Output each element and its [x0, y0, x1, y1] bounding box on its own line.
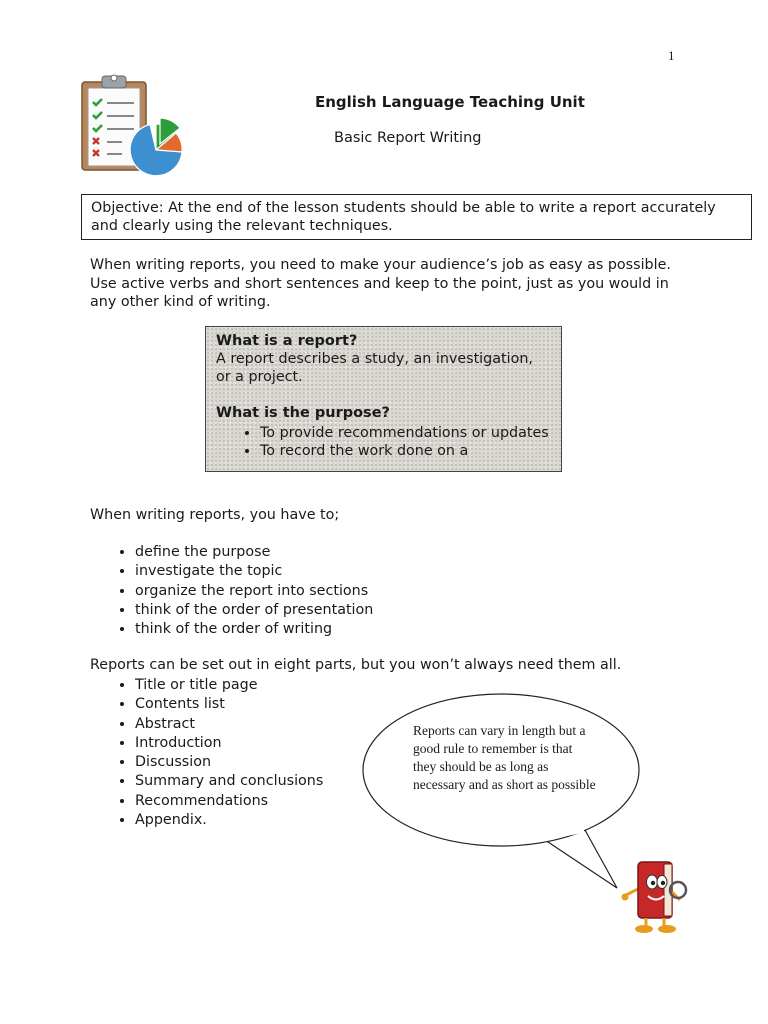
- list-item: • Appendix.: [135, 811, 323, 830]
- document-title: English Language Teaching Unit: [315, 93, 585, 111]
- list-item: • Summary and conclusions: [135, 772, 323, 791]
- list-item: • organize the report into sections: [135, 582, 373, 601]
- list-item: • Title or title page: [135, 676, 323, 695]
- list-item: • think of the order of writing: [135, 620, 373, 639]
- report-info-box: [205, 326, 562, 472]
- list-item: • To provide recommendations or updates: [260, 424, 551, 442]
- list-item: • To record the work done on a: [260, 442, 551, 460]
- clipboard-chart-icon: [76, 72, 188, 182]
- parts-lead: Reports can be set out in eight parts, but you won’t always need them all.: [90, 657, 622, 673]
- book-mascot-icon: [620, 852, 690, 934]
- what-is-report-text: A report describes a study, an investigation, or a project.: [216, 351, 533, 385]
- list-item: • Recommendations: [135, 792, 323, 811]
- list-item: • investigate the topic: [135, 562, 373, 581]
- objective-box: Objective: At the end of the lesson students should be able to write a report accurately and clearly using the relevant techniques.: [81, 194, 752, 240]
- steps-list: [90, 543, 373, 639]
- what-is-report-heading: What is a report?: [216, 333, 358, 349]
- intro-paragraph: When writing reports, you need to make your audience’s job as easy as possible. Use active verbs and short sentences and keep to the point, just as you would in any other kind of writing.: [90, 257, 671, 310]
- list-item: • Contents list: [135, 695, 323, 714]
- document-subtitle: Basic Report Writing: [334, 130, 482, 146]
- parts-list: [90, 676, 323, 830]
- list-item: • Introduction: [135, 734, 323, 753]
- purpose-list: [216, 424, 551, 460]
- speech-bubble-text: Reports can vary in length but a good rule to remember is that they should be as long as necessary and as short as possible: [413, 723, 596, 792]
- list-item: • Abstract: [135, 715, 323, 734]
- list-item: • Discussion: [135, 753, 323, 772]
- list-item: • define the purpose: [135, 543, 373, 562]
- purpose-heading: What is the purpose?: [216, 405, 390, 421]
- steps-lead: When writing reports, you have to;: [90, 507, 340, 523]
- page-number: 1: [668, 48, 675, 63]
- list-item: • think of the order of presentation: [135, 601, 373, 620]
